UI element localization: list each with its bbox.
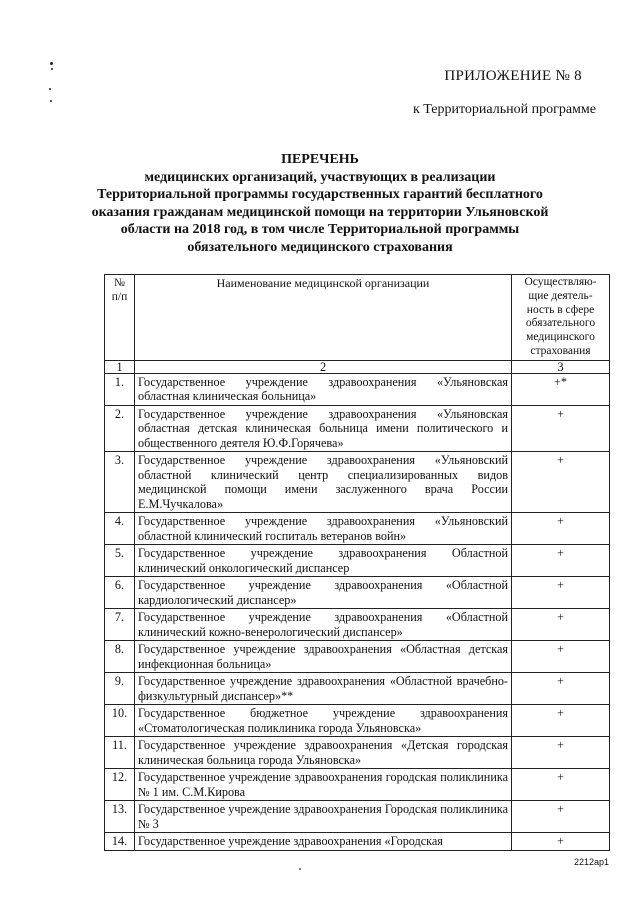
scan-dot: [299, 868, 301, 870]
table-row: [105, 801, 610, 833]
margin-dot: [50, 100, 52, 102]
table-row: [105, 609, 610, 641]
table-row: [105, 673, 610, 705]
column-header-name: Наименование медицинской организации: [135, 275, 512, 361]
organization-name: Государственное учреждение здравоохранения «Ульяновский областной клинический госпиталь ветеранов войн»: [135, 513, 512, 545]
organization-name: Государственное учреждение здравоохранения «Областной клинический кожно-венерологический диспансер»: [135, 609, 512, 641]
organization-name: Государственное бюджетное учреждение здравоохранения «Стоматологическая поликлиника города Ульяновска»: [135, 705, 512, 737]
table-row: [105, 705, 610, 737]
oms-mark: +: [512, 405, 610, 452]
row-number: 6.: [105, 577, 135, 609]
column-number: 3: [512, 360, 610, 373]
organization-name: Государственное учреждение здравоохранения «Городская: [135, 833, 512, 851]
document-title: ПЕРЕЧЕНЬ: [281, 152, 359, 167]
column-number: 1: [105, 360, 135, 373]
oms-mark: +: [512, 673, 610, 705]
table-row: [105, 577, 610, 609]
row-number: 13.: [105, 801, 135, 833]
table-row: [105, 833, 610, 851]
row-number: 7.: [105, 609, 135, 641]
row-number: 4.: [105, 513, 135, 545]
organization-name: Государственное учреждение здравоохранения «Областная детская инфекционная больница»: [135, 641, 512, 673]
margin-dot: [49, 88, 51, 90]
organization-name: Государственное учреждение здравоохранения городская поликлиника № 1 им. С.М.Кирова: [135, 769, 512, 801]
oms-mark: +: [512, 577, 610, 609]
oms-mark: +: [512, 737, 610, 769]
margin-dot: [51, 68, 53, 70]
column-header-activity: Осуществляю-щие деятель-ность в сфере обязательного медицинского страхования: [512, 275, 610, 361]
heading-line: Территориальной программы государственных гарантий бесплатного: [97, 187, 543, 202]
organization-name: Государственное учреждение здравоохранения «Ульяновская областная клиническая больница»: [135, 373, 512, 405]
organization-name: Государственное учреждение здравоохранения «Областной кардиологический диспансер»: [135, 577, 512, 609]
organization-name: Государственное учреждение здравоохранения «Ульяновский областной клинический центр специализированных видов медицинской помощи имени заслуженного врача России Е.М.Чучкалова»: [135, 452, 512, 513]
column-header-number: № п/п: [105, 275, 135, 361]
heading-line: области на 2018 год, в том числе Территориальной программы: [120, 222, 520, 237]
document-code: 2212ap1: [574, 857, 610, 867]
row-number: 9.: [105, 673, 135, 705]
row-number: 14.: [105, 833, 135, 851]
row-number: 3.: [105, 452, 135, 513]
row-number: 11.: [105, 737, 135, 769]
oms-mark: +: [512, 452, 610, 513]
oms-mark: +: [512, 801, 610, 833]
table-row: [105, 641, 610, 673]
organization-name: Государственное учреждение здравоохранения «Областной врачебно-физкультурный диспансер»**: [135, 673, 512, 705]
table-row: [105, 545, 610, 577]
heading-line: оказания гражданам медицинской помощи на территории Ульяновской: [91, 204, 549, 220]
table-row: [105, 452, 610, 513]
oms-mark: +: [512, 545, 610, 577]
row-number: 1.: [105, 373, 135, 405]
row-number: 5.: [105, 545, 135, 577]
oms-mark: +: [512, 609, 610, 641]
oms-mark: +: [512, 513, 610, 545]
organization-name: Государственное учреждение здравоохранения Областной клинический онкологический диспансер: [135, 545, 512, 577]
organization-name: Государственное учреждение здравоохранения «Детская городская клиническая больница города Ульяновска»: [135, 737, 512, 769]
row-number: 12.: [105, 769, 135, 801]
row-number: 10.: [105, 705, 135, 737]
organization-name: Государственное учреждение здравоохранения «Ульяновская областная детская клиническая больница имени политического и общественного деятеля Ю.Ф.Горячева»: [135, 405, 512, 452]
column-number: 2: [135, 360, 512, 373]
organizations-table: [104, 274, 610, 851]
table-row: [105, 405, 610, 452]
oms-mark: +: [512, 641, 610, 673]
program-reference: к Территориальной программе: [412, 102, 596, 117]
oms-mark: +*: [512, 373, 610, 405]
table-row: [105, 769, 610, 801]
oms-mark: +: [512, 705, 610, 737]
table-row: [105, 373, 610, 405]
table-row: [105, 513, 610, 545]
row-number: 2.: [105, 405, 135, 452]
heading-line: медицинских организаций, участвующих в реализации: [144, 169, 496, 185]
document-heading: [90, 151, 550, 256]
organization-name: Государственное учреждение здравоохранения Городская поликлиника № 3: [135, 801, 512, 833]
column-numbers-row: [105, 360, 610, 373]
table-row: [105, 737, 610, 769]
row-number: 8.: [105, 641, 135, 673]
oms-mark: +: [512, 769, 610, 801]
oms-mark: +: [512, 833, 610, 851]
heading-line: обязательного медицинского страхования: [187, 239, 453, 255]
appendix-label: ПРИЛОЖЕНИЕ № 8: [444, 68, 582, 84]
margin-dot: [50, 62, 53, 65]
table-header-row: [105, 275, 610, 361]
